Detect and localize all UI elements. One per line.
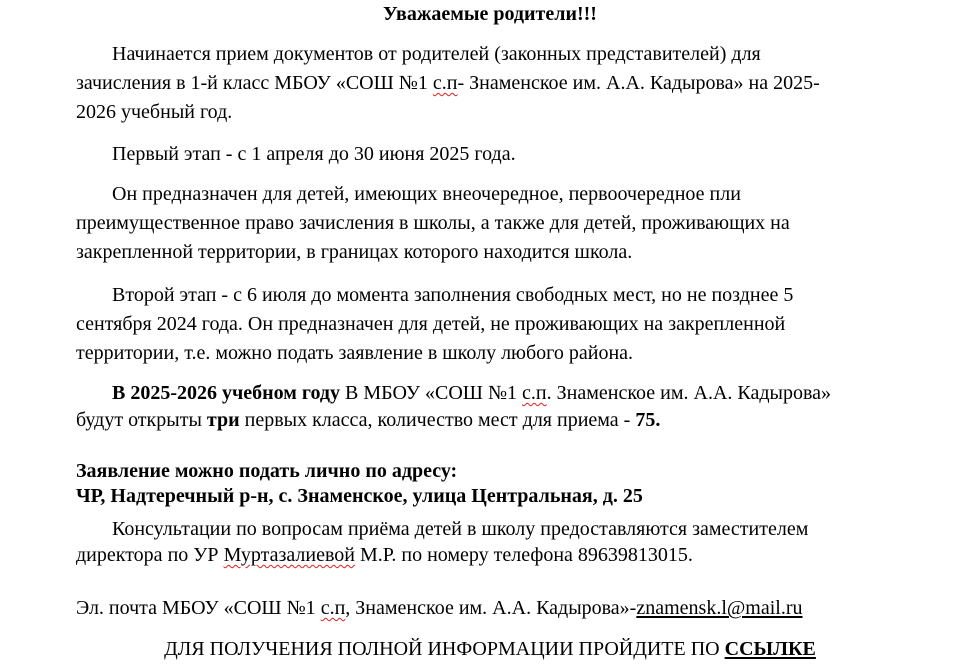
paragraph-4-line-2: сентября 2024 года. Он предназначен для детей, не проживающих на закрепленной	[76, 313, 786, 335]
spellcheck-word: с.п	[432, 72, 458, 94]
paragraph-1-line-3: 2026 учебный год.	[76, 101, 233, 123]
spellcheck-word: с.п	[522, 382, 547, 404]
address-line: ЧР, Надтеречный р-н, с. Знаменское, улица Центральная, д. 25	[76, 485, 643, 507]
paragraph-3-line-1: Он предназначен для детей, имеющих внеочередное, первоочередное пли	[112, 183, 741, 205]
spellcheck-word: Муртазалиевой	[223, 544, 355, 566]
footer-line: ДЛЯ ПОЛУЧЕНИЯ ПОЛНОЙ ИНФОРМАЦИИ ПРОЙДИТЕ ПО ССЫЛКЕ	[164, 638, 816, 660]
paragraph-1-line-2: зачисления в 1-й класс МБОУ «СОШ №1 с.п- Знаменское им. А.А. Кадырова» на 2025-	[76, 72, 820, 94]
paragraph-3-line-3: закрепленной территории, в границах которого находится школа.	[76, 241, 633, 263]
address-heading: Заявление можно подать лично по адресу:	[76, 460, 458, 482]
paragraph-2: Первый этап - с 1 апреля до 30 июня 2025 года.	[112, 143, 516, 165]
spellcheck-word: с.п	[320, 597, 346, 619]
page-title: Уважаемые родители!!!	[383, 3, 597, 25]
full-info-link[interactable]: ССЫЛКЕ	[724, 638, 816, 660]
consultation-line-1: Консультации по вопросам приёма детей в школу предоставляются заместителем	[112, 518, 809, 540]
paragraph-3-line-2: преимущественное право зачисления в школы, а также для детей, проживающих на	[76, 212, 790, 234]
email-link[interactable]: znamensk.l@mail.ru	[636, 597, 803, 619]
email-line: Эл. почта МБОУ «СОШ №1 с.п, Знаменское им. А.А. Кадырова»-znamensk.l@mail.ru	[76, 597, 803, 619]
paragraph-5-line-1: В 2025-2026 учебном году В МБОУ «СОШ №1 с.п. Знаменское им. А.А. Кадырова»	[112, 382, 832, 404]
paragraph-4-line-1: Второй этап - с 6 июля до момента заполнения свободных мест, но не позднее 5	[112, 284, 794, 306]
consultation-line-2: директора по УР Муртазалиевой М.Р. по номеру телефона 89639813015.	[76, 544, 693, 566]
paragraph-4-line-3: территории, т.е. можно подать заявление в школу любого района.	[76, 342, 634, 364]
paragraph-1-line-1: Начинается прием документов от родителей (законных представителей) для	[112, 43, 761, 65]
paragraph-5-line-2: будут открыты три первых класса, количество мест для приема - 75.	[76, 409, 661, 431]
